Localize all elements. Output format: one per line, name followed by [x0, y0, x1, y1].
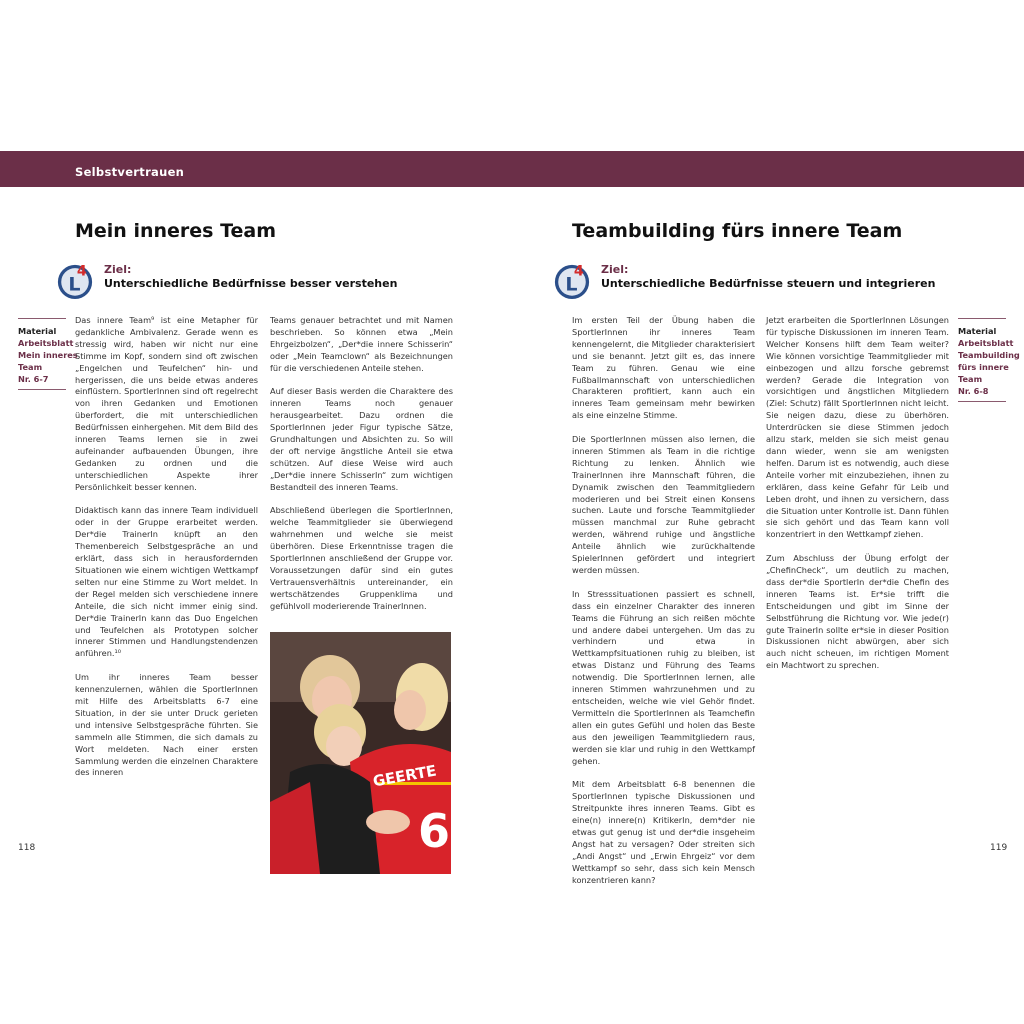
left-page-title: Mein inneres Team [75, 220, 277, 242]
jersey-text: GEERTE [371, 761, 438, 791]
svg-text:4: 4 [76, 263, 87, 280]
material-label: Material [958, 326, 997, 336]
section-label: Selbstvertrauen [75, 165, 185, 179]
team-photo [270, 632, 451, 874]
divider [958, 401, 1006, 402]
svg-text:L: L [68, 273, 81, 296]
left-column-2 [270, 315, 453, 625]
paragraph: Teams genauer betrachtet und mit Namen beschrieben. So können etwa „Mein Ehrgeizbolzen“, „Der*die innere Schisserin“ oder „Mein Teamclown“ als Bezeichnungen für die verschiedenen Anteile stehen. [270, 315, 453, 373]
paragraph: Die SportlerInnen müssen also lernen, die inneren Stimmen als Team in die richtige Richtung zu lenken. Ähnlich wie TrainerInnen ihre Mannschaft führen, die Dynamik zwischen den Teammitgliedern moderieren und bei Streit einen Konsens suchen. Laute und forsche Teammitglieder müssen manchmal zur Ruhe gebracht werden, während ruhige und ängstliche Anteile ähnlich wie zurückhaltende SpielerInnen gefördert und integriert werden müssen. [572, 434, 755, 576]
material-line: Nr. 6-8 [958, 386, 989, 396]
paragraph: Didaktisch kann das innere Team individuell oder in der Gruppe erarbeitet werden. Der*die TrainerIn knüpft an den Themenbereich Selbstgespräche an und erklärt, dass sich in herausfordernden Situationen wie einem wichtigen Wettkampf selten nur eine Stimme zu Wort meldet. In der Regel melden sich verschiedene innere Anteile, die sich nicht immer einig sind. Der*die TrainerIn kann das Duo Engelchen und Teufelchen als Prototypen solcher innerer Stimmen und Handlungstendenzen anführen.¹⁰ [75, 505, 258, 659]
paragraph: Zum Abschluss der Übung erfolgt der „ChefinCheck“, um deutlich zu machen, dass der*die SportlerIn der*die Chefin des inneren Teams ist. Er*sie trifft die Entscheidungen und gibt im Sinne der Selbstführung die Richtung vor. Wie jede(r) gute TrainerIn sollte er*sie in dieser Position Diskussionen nicht abwürgen, aber sich auch nicht scheuen, im richtigen Moment ein Machtwort zu sprechen. [766, 553, 949, 671]
material-line: fürs innere [958, 362, 1009, 372]
paragraph: Jetzt erarbeiten die SportlerInnen Lösungen für typische Diskussionen im inneren Team. Welcher Konsens hilft dem Team weiter? Wie können vorsichtige Teammitglieder mit einbezogen und allzu forsche gebremst werden? Gerade die Integration von vorsichtigen und ängstlichen Mitgliedern (Ziel: Schutz) fällt SportlerInnen nicht leicht. Sie neigen dazu, diese zu überhören. Unterdrücken sie diese Stimmen jedoch allzu stark, melden sie sich meist genau dann wieder, wenn sie am wenigsten helfen. Darum ist es notwendig, auch diese Anteile vorher mit einzubeziehen, ihnen zu erklären, dass keine Gefahr für Leib und Leben droht, und ihnen zu versichern, dass die Situation unter Kontrolle ist. Dann fühlen sie sich gehört und das Team kann voll konzentriert in den Wettkampf ziehen. [766, 315, 949, 540]
svg-text:6: 6 [418, 804, 451, 858]
paragraph: In Stresssituationen passiert es schnell, dass ein einzelner Charakter des inneren Teams die Führung an sich reißen möchte und andere dabei untergehen. Um das zu verhindern und etwa in Wettkampfsituationen ruhig zu bleiben, ist etwas Distanz und Führung des Teams notwendig. Die SportlerInnen lernen, alle inneren Stimmen wahrzunehmen und zu entscheiden, welche wie viel Gehör findet. Vermitteln die SportlerInnen als Teamchefin allen ein gutes Gefühl und holen das Beste aus den jeweiligen Teammitgliedern raus, werden sie klar und ruhig in den Wettkampf gehen. [572, 588, 755, 766]
divider [18, 318, 66, 319]
material-line: Nr. 6-7 [18, 374, 49, 384]
right-column-2 [766, 315, 949, 684]
left-material-box [18, 318, 78, 390]
paragraph: Im ersten Teil der Übung haben die SportlerInnen ihr inneres Team kennengelernt, die Mitglieder charakterisiert und sie benannt. Jetzt gilt es, das innere Team zu führen. Genau wie eine Fußballmannschaft von unterschiedlichen Charakteren profitiert, kann auch ein inneres Team gemeinsam mehr bewirken als eine einzelne Stimme. [572, 315, 755, 421]
level-4-badge-icon [553, 262, 591, 300]
material-line: Team [958, 374, 983, 384]
left-column-1 [75, 315, 258, 791]
material-line: Teambuilding [958, 350, 1020, 360]
material-line: Mein inneres [18, 350, 78, 360]
svg-text:4: 4 [573, 263, 584, 280]
material-line: Team [18, 362, 43, 372]
left-goal-label: Ziel: [104, 263, 132, 276]
level-4-badge-icon [56, 262, 94, 300]
paragraph: Abschließend überlegen die SportlerInnen, welche Teammitglieder sie überwiegend wahrnehmen und welche sie meist überhören. Diese Erkenntnisse tragen die SportlerInnen anschließend der Gruppe vor. Voraussetzungen dafür sind ein gutes Vertrauensverhältnis untereinander, ein wertschätzendes Gruppenklima und gefühlvoll moderierende TrainerInnen. [270, 505, 453, 611]
material-line: Arbeitsblatt [958, 338, 1014, 348]
right-goal-text: Unterschiedliche Bedürfnisse steuern und integrieren [601, 277, 936, 290]
left-goal-text: Unterschiedliche Bedürfnisse besser verstehen [104, 277, 398, 290]
left-page-number: 118 [18, 843, 36, 853]
paragraph: Mit dem Arbeitsblatt 6-8 benennen die SportlerInnen typische Diskussionen und Streitpunkte ihres inneren Teams. Gibt es eine(n) innere(n) KritikerIn, dem*der nie etwas gut genug ist und der*die insgeheim Angst hat zu versagen? Oder streiten sich „Andi Angst“ und „Erwin Ehrgeiz“ vor dem Wettkampf so sehr, dass sich kein Mensch konzentrieren kann? [572, 779, 755, 885]
paragraph: Das innere Team⁹ ist eine Metapher für gedankliche Ambivalenz. Gerade wenn es stressig wird, haben wir nicht nur eine Stimme im Kopf, sondern sind oft zwischen „Engelchen und Teufelchen“ hin- und hergerissen, die uns beide etwas anderes einflüstern. SportlerInnen sind oft regelrecht von ihren Gedanken und Emotionen überfordert, die mit unterschiedlichen Bedürfnissen einhergehen. Mit dem Bild des inneren Teams lernen sie in zwei aufeinander aufbauenden Übungen, ihre Gedanken zu ordnen und die unterschiedlichen Aspekte ihrer Persönlichkeit besser kennen. [75, 315, 258, 492]
right-column-1 [572, 315, 755, 898]
paragraph: Auf dieser Basis werden die Charaktere des inneren Teams noch genauer herausgearbeitet. Dazu ordnen die SportlerInnen jeder Figur typische Sätze, Grundhaltungen und Absichten zu. So will der oft nervige ängstliche Anteil sie etwa schützen. Auf diese Weise wird auch „Der*die innere SchisserIn“ zum wichtigen Bestandteil des inneren Teams. [270, 386, 453, 492]
right-page-number: 119 [990, 843, 1008, 853]
material-label: Material [18, 326, 57, 336]
right-goal-label: Ziel: [601, 263, 629, 276]
divider [18, 389, 66, 390]
right-page-title: Teambuilding fürs innere Team [572, 220, 903, 242]
right-material-box [958, 318, 1020, 402]
divider [958, 318, 1006, 319]
material-line: Arbeitsblatt [18, 338, 74, 348]
svg-text:L: L [565, 273, 578, 296]
paragraph: Um ihr inneres Team besser kennenzulernen, wählen die SportlerInnen mit Hilfe des Arbeitsblatts 6-7 eine Situation, in der sie unter Druck gerieten und intensive Selbstgespräche führten. Sie sammeln alle Stimmen, die sich damals zu Wort meldeten. Nach einer ersten Sammlung werden die einzelnen Charaktere des inneren [75, 672, 258, 778]
